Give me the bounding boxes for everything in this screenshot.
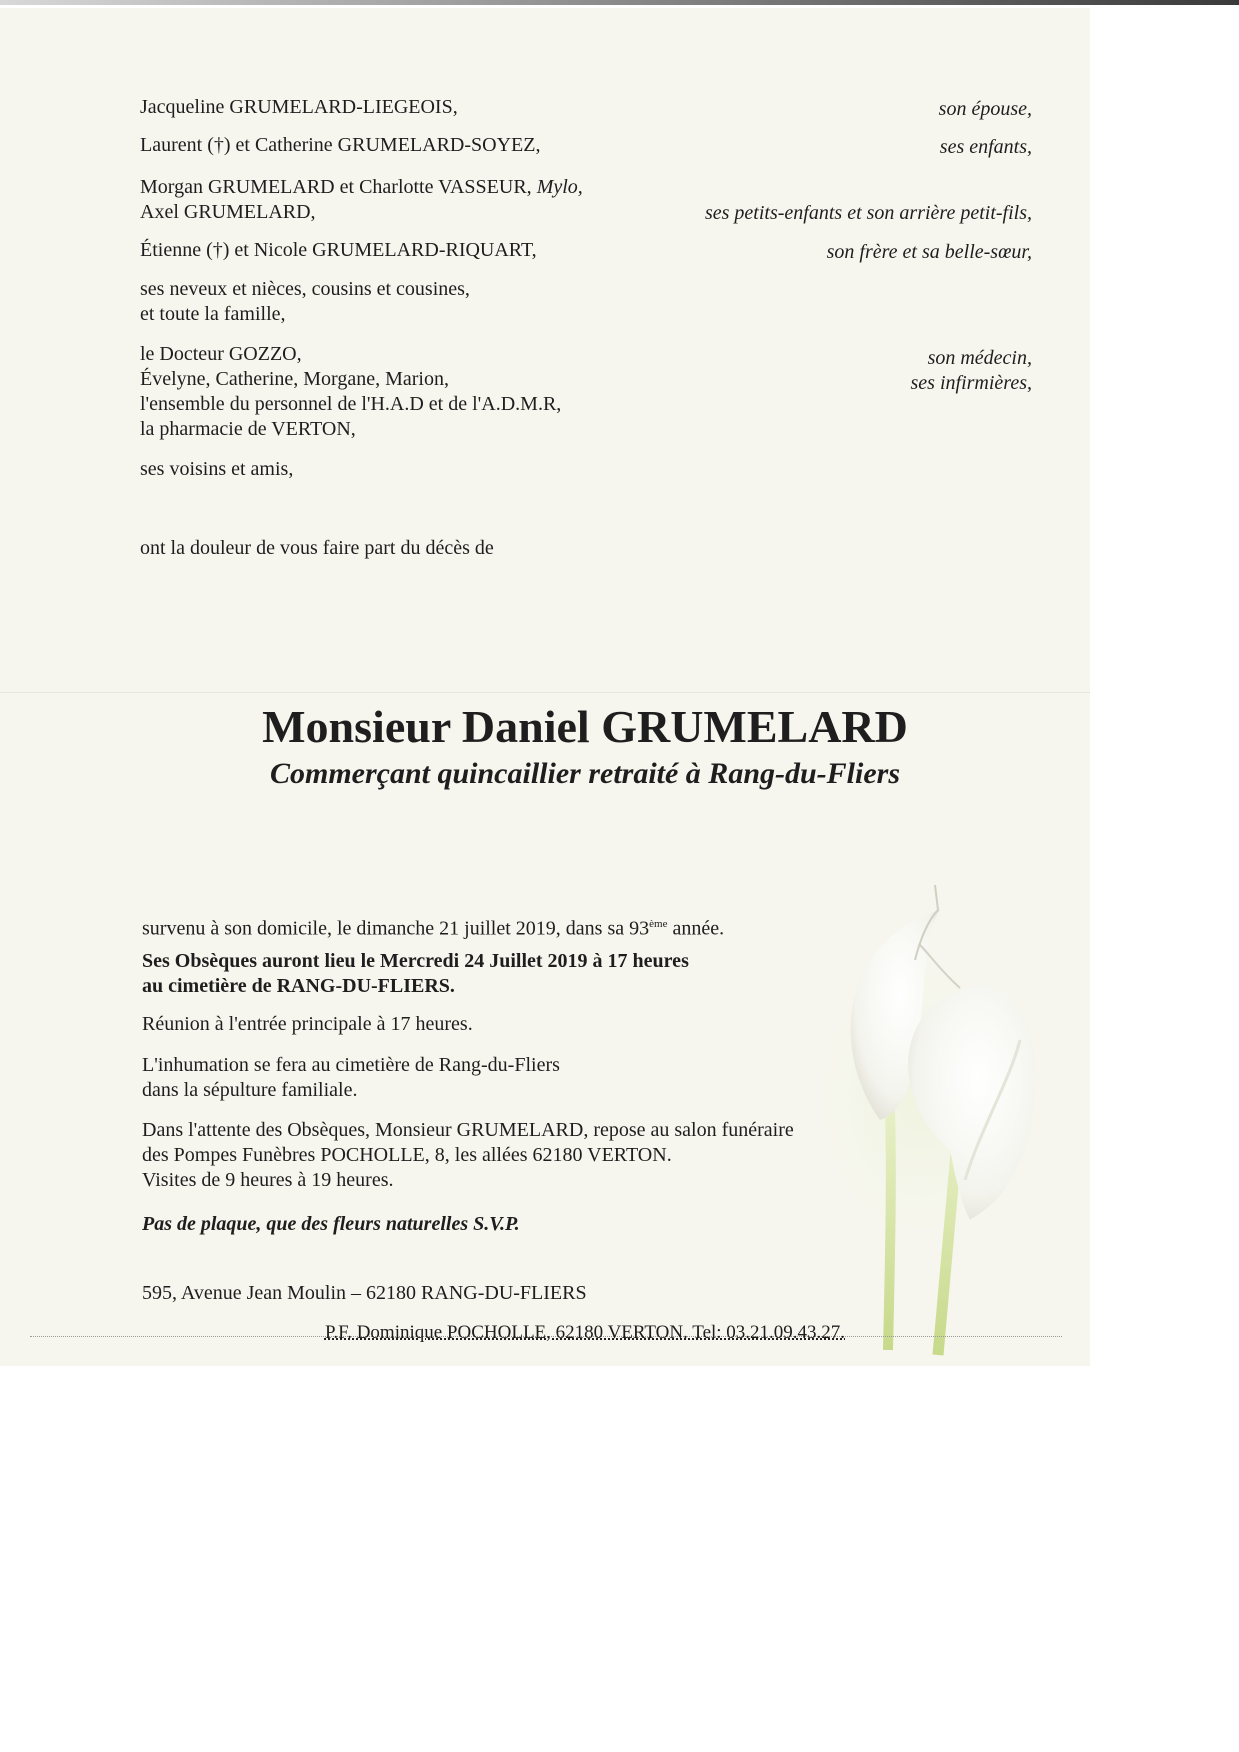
family-member-name: la pharmacie de VERTON,: [140, 418, 356, 440]
family-member-name: ses voisins et amis,: [140, 458, 294, 480]
deceased-name: Monsieur Daniel GRUMELARD: [262, 701, 908, 752]
announcement-intro: ont la douleur de vous faire part du décès de: [140, 537, 494, 559]
funeral-info-line: Ses Obsèques auront lieu le Mercredi 24 Juillet 2019 à 17 heures: [142, 950, 689, 972]
family-relation: ses enfants,: [939, 136, 1032, 158]
death-details-text-end: année.: [667, 917, 725, 940]
death-details: [142, 912, 724, 942]
burial-info-line: L'inhumation se fera au cimetière de Rang-du-Fliers: [142, 1054, 560, 1076]
ordinal-suffix: ème: [649, 918, 668, 930]
flowers-note: Pas de plaque, que des fleurs naturelles S.V.P.: [142, 1213, 520, 1235]
family-member-names: [140, 342, 660, 442]
family-member-name: Morgan GRUMELARD et Charlotte VASSEUR,: [140, 176, 532, 198]
resting-place-line: Visites de 9 heures à 19 heures.: [142, 1169, 394, 1191]
resting-place-line: Dans l'attente des Obsèques, Monsieur GRUMELARD, repose au salon funéraire: [142, 1119, 794, 1141]
family-relation: [911, 346, 1032, 396]
family-member-name: et toute la famille,: [140, 303, 286, 325]
undertaker-contact: P.F. Dominique POCHOLLE, 62180 VERTON. Tel: 03.21.09.43.27.: [324, 1322, 846, 1343]
death-details-text: survenu à son domicile, le dimanche 21 juillet 2019, dans sa 93: [142, 917, 650, 940]
family-member-name: le Docteur GOZZO,: [140, 343, 302, 365]
family-member-name: l'ensemble du personnel de l'H.A.D et de l'A.D.M.R,: [140, 393, 562, 415]
family-relation-nurses: ses infirmières,: [910, 372, 1032, 394]
family-relation: son épouse,: [938, 98, 1032, 120]
family-member-names: [140, 175, 660, 225]
family-relation-doctor: son médecin,: [927, 347, 1032, 369]
family-member-name: Mylo,: [536, 176, 583, 198]
family-relation: son frère et sa belle-sœur,: [826, 241, 1032, 263]
card-fold-line: [0, 692, 1090, 693]
funeral-info: [142, 949, 689, 999]
meeting-info: Réunion à l'entrée principale à 17 heures.: [142, 1013, 473, 1035]
family-member-name: Étienne (†) et Nicole GRUMELARD-RIQUART,: [140, 239, 537, 261]
resting-place-info: [142, 1118, 794, 1193]
family-member-name: Évelyne, Catherine, Morgane, Marion,: [140, 368, 449, 390]
family-member-name: ses neveux et nièces, cousins et cousines,: [140, 278, 470, 300]
deceased-occupation: Commerçant quincaillier retraité à Rang-du-Fliers: [269, 757, 901, 790]
burial-info: [142, 1053, 560, 1103]
family-relation: ses petits-enfants et son arrière petit-fils,: [704, 202, 1032, 224]
calla-lily-icon: [820, 880, 1090, 1360]
family-member-name: Axel GRUMELARD,: [140, 201, 316, 223]
family-member-name: Jacqueline GRUMELARD-LIEGEOIS,: [140, 96, 458, 118]
funeral-info-line: au cimetière de RANG-DU-FLIERS.: [142, 975, 455, 997]
top-border-rule: [0, 0, 1239, 5]
burial-info-line: dans la sépulture familiale.: [142, 1079, 358, 1101]
family-member-names: [140, 277, 660, 327]
resting-place-line: des Pompes Funèbres POCHOLLE, 8, les allées 62180 VERTON.: [142, 1144, 672, 1166]
family-member-name: Laurent (†) et Catherine GRUMELARD-SOYEZ,: [140, 134, 541, 156]
family-address: 595, Avenue Jean Moulin – 62180 RANG-DU-FLIERS: [142, 1282, 587, 1304]
